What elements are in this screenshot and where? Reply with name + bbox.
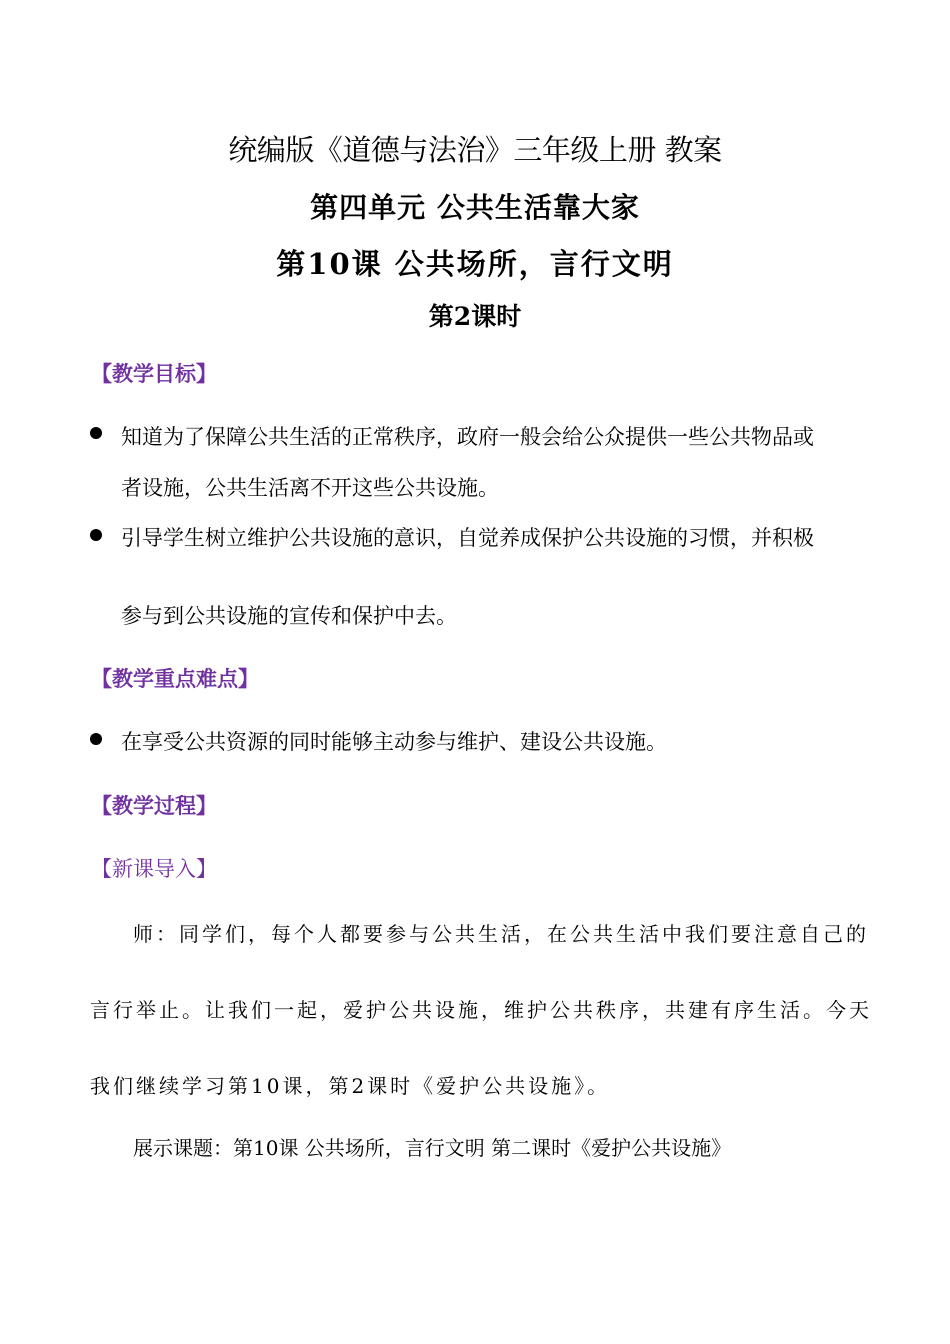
section-heading-key-points [91, 663, 259, 693]
objective-2-line-1: 引导学生树立维护公共设施的意识，自觉养成保护公共设施的习惯，并积极 [121, 526, 814, 550]
bracket-open: 【 [91, 667, 112, 691]
bracket-close: 】 [196, 362, 217, 386]
lesson-title: 第10课 公共场所，言行文明 [276, 247, 674, 281]
period-title: 第2课时 [428, 302, 522, 331]
unit-title: 第四单元 公共生活靠大家 [310, 191, 640, 224]
bracket-open: 【 [91, 362, 112, 386]
section-heading-text: 新课导入 [112, 857, 196, 881]
section-heading-text: 教学目标 [112, 362, 196, 386]
bullet-icon [90, 529, 102, 541]
show-topic-line: 展示课题：第10课 公共场所，言行文明 第二课时《爱护公共设施》 [133, 1136, 732, 1160]
intro-paragraph-line-3: 我们继续学习第10课，第2课时《爱护公共设施》。 [90, 1074, 611, 1098]
section-heading-text: 教学重点难点 [112, 667, 238, 691]
objective-1-line-1: 知道为了保障公共生活的正常秩序，政府一般会给公众提供一些公共物品或 [121, 425, 814, 449]
objective-1-line-2: 者设施，公共生活离不开这些公共设施。 [121, 476, 499, 500]
bracket-close: 】 [196, 857, 217, 881]
section-heading-objectives [91, 358, 217, 388]
document-title: 统编版《道德与法治》三年级上册 教案 [228, 133, 722, 167]
bracket-close: 】 [238, 667, 259, 691]
intro-paragraph-line-2: 言行举止。让我们一起，爱护公共设施，维护公共秩序，共建有序生活。今天 [90, 998, 872, 1022]
bracket-open: 【 [91, 857, 112, 881]
bracket-open: 【 [91, 794, 112, 818]
section-heading-intro [91, 853, 217, 883]
intro-paragraph-line-1: 师：同学们，每个人都要参与公共生活，在公共生活中我们要注意自己的 [133, 922, 869, 946]
bullet-icon [90, 427, 102, 439]
objective-2-line-2: 参与到公共设施的宣传和保护中去。 [121, 604, 457, 628]
section-heading-process [91, 790, 217, 820]
bracket-close: 】 [196, 794, 217, 818]
section-heading-text: 教学过程 [112, 794, 196, 818]
bullet-icon [90, 733, 102, 745]
key-point-1: 在享受公共资源的同时能够主动参与维护、建设公共设施。 [121, 730, 667, 754]
